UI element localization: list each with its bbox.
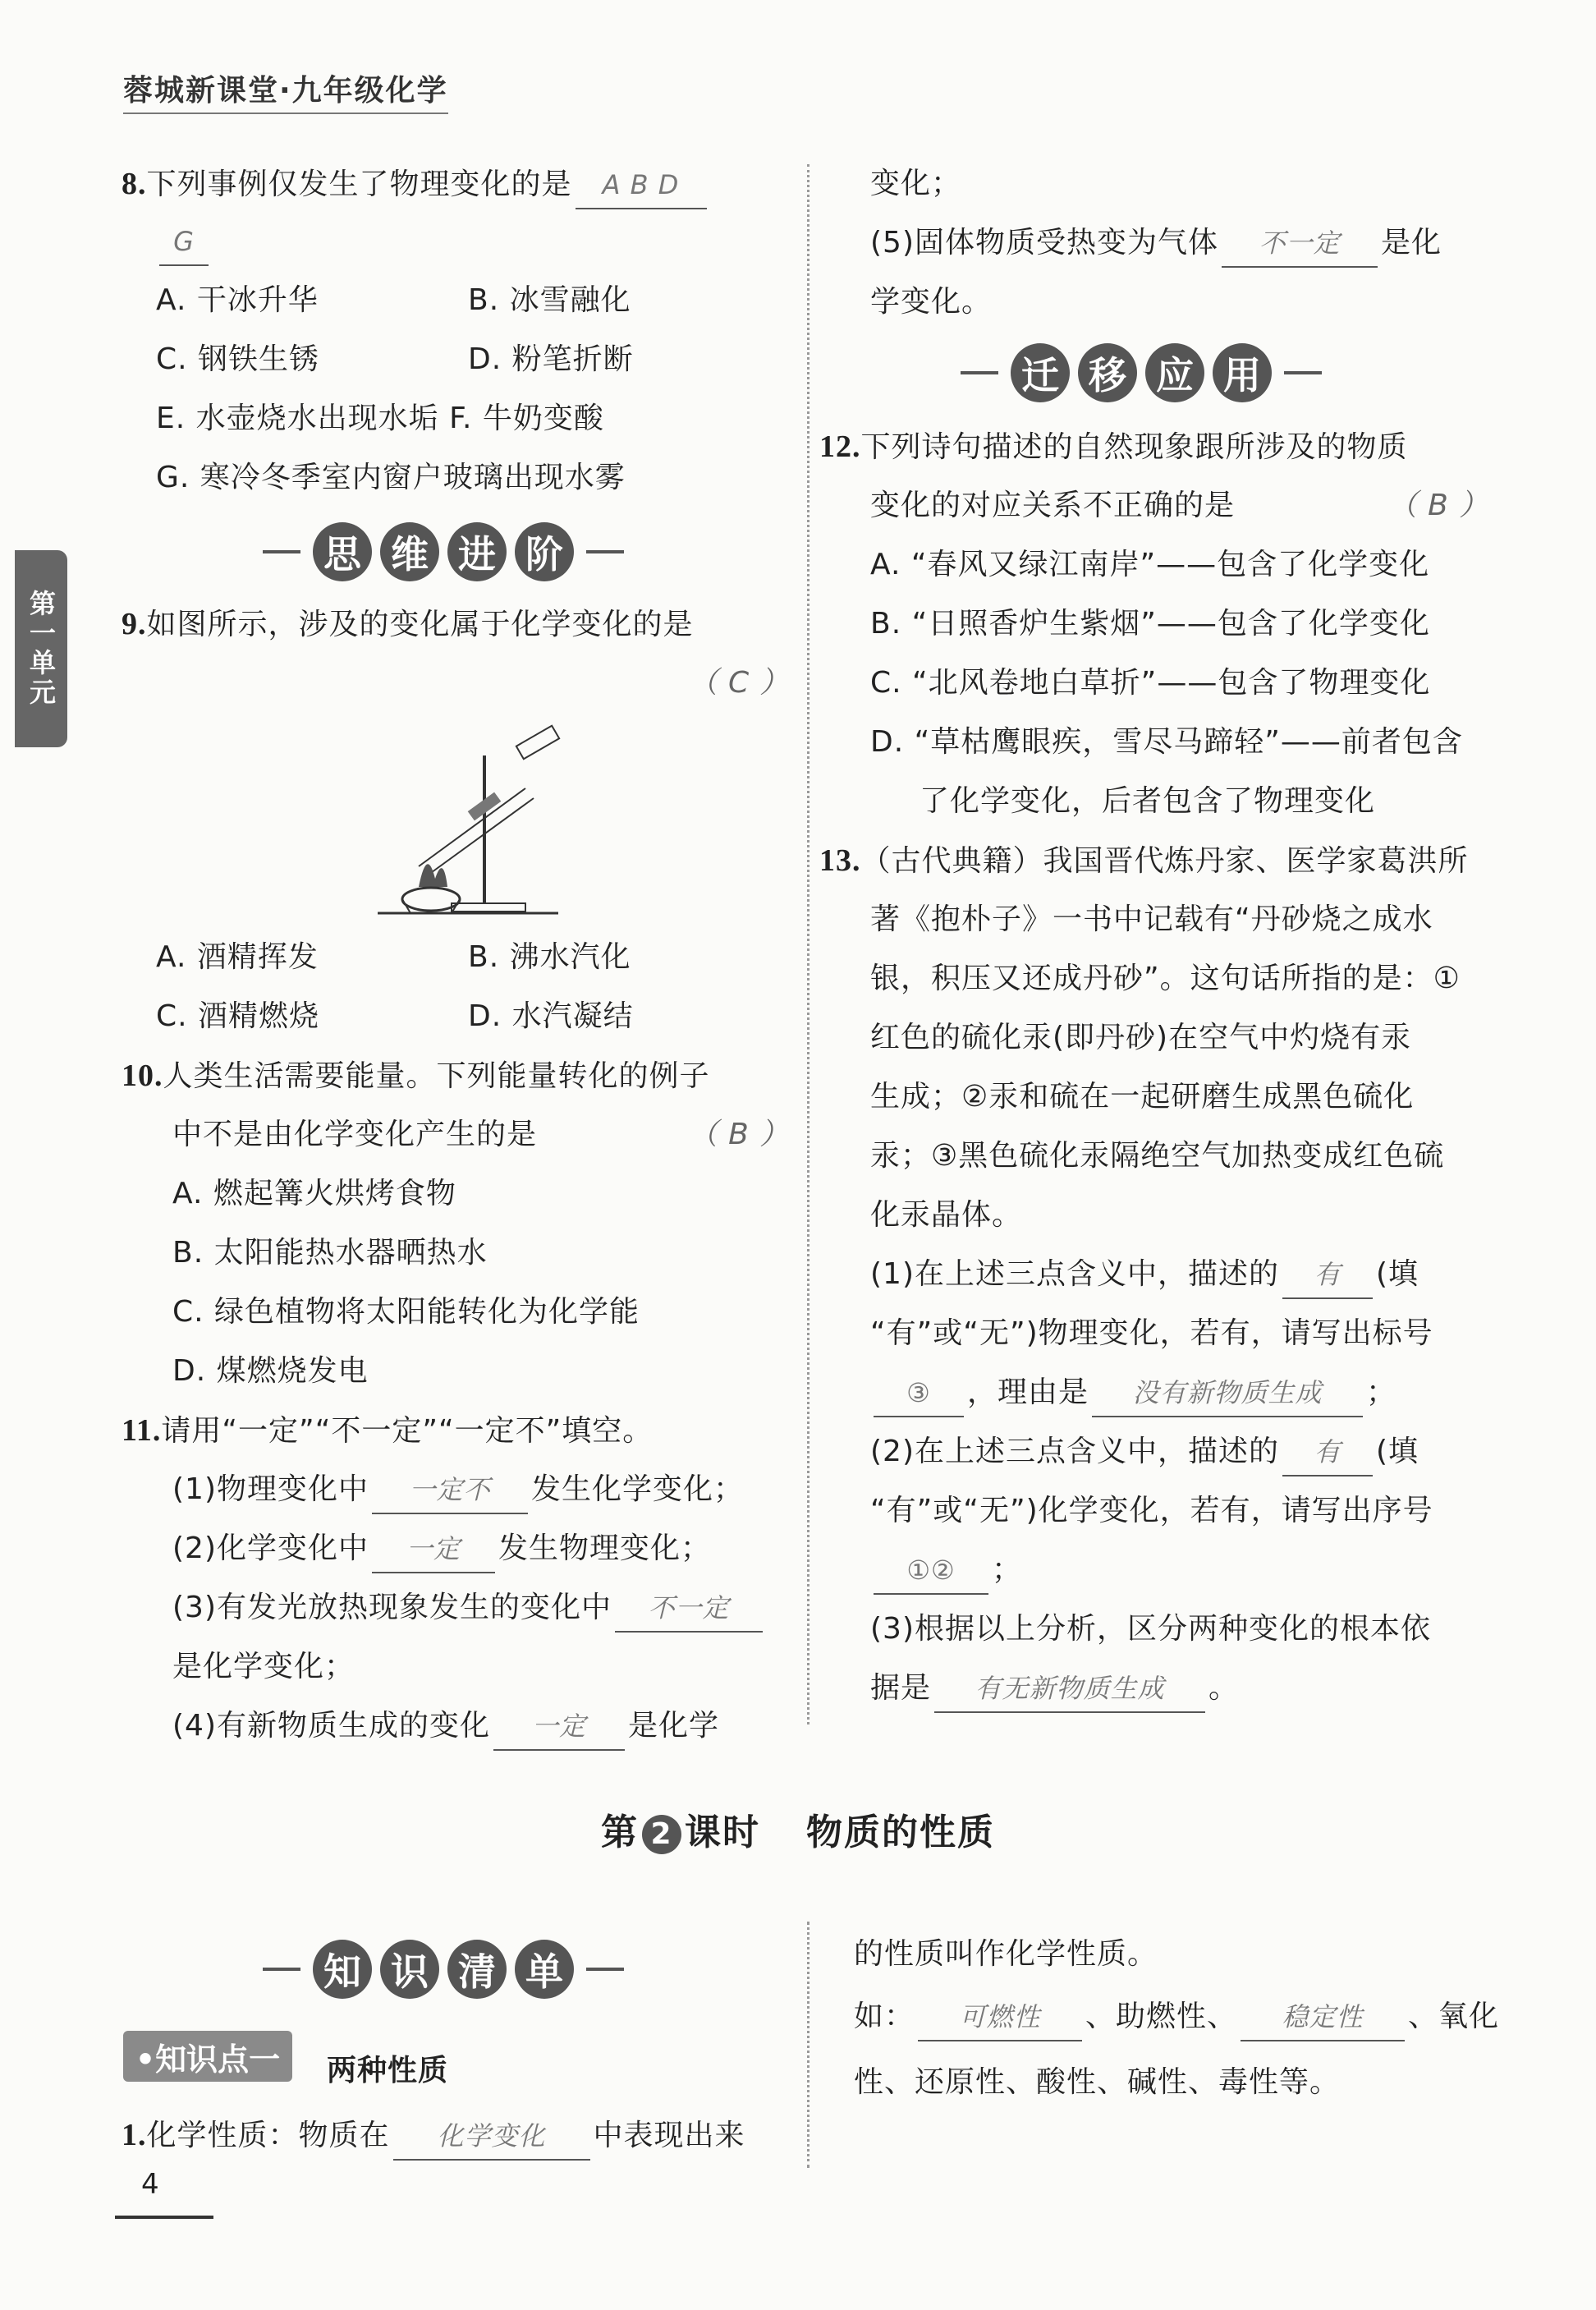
q13-sub-3-line-1: (3)根据以上分析，区分两种变化的根本依 xyxy=(870,1612,1431,1646)
book-header-title: 蓉城新课堂·九年级化学 xyxy=(123,67,448,114)
q11-answer-5: 不一定 xyxy=(1222,220,1378,268)
q13-sub-1-answer: 有 xyxy=(1282,1251,1373,1299)
q12-option-d-1: D. “草枯鹰眼疾，雪尽马蹄轻”——前者包含 xyxy=(870,725,1463,759)
q10-answer: B xyxy=(728,1118,750,1151)
banner-char: 维 xyxy=(380,522,439,581)
q13-sub-2-answer-number: ①② xyxy=(874,1547,988,1595)
q8-option-a: A. 干冰升华 xyxy=(156,283,319,317)
banner-qianyi-yingyong xyxy=(952,340,1330,406)
q13-number: 13. xyxy=(819,843,861,878)
q10-answer-paren: （ B ） xyxy=(688,1105,790,1164)
q13-sub-2-answer: 有 xyxy=(1282,1429,1373,1476)
banner-char: 阶 xyxy=(515,522,574,581)
q13-line-6: 汞；③黑色硫化汞隔绝空气加热变成红色硫 xyxy=(870,1139,1445,1173)
q13-sub-1-answer-number: ③ xyxy=(874,1370,964,1417)
q10-option-b: B. 太阳能热水器晒热水 xyxy=(172,1236,488,1270)
q10-stem-2: 中不是由化学变化产生的是 xyxy=(172,1118,538,1151)
q11-part-3: (3)有发光放热现象发生的变化中 不一定 xyxy=(172,1578,766,1637)
q13-line-4: 红色的硫化汞(即丹砂)在空气中灼烧有汞 xyxy=(870,1021,1412,1054)
q8-answer-blank-1: A B D xyxy=(576,162,707,209)
knowledge-q1-line-2: 的性质叫作化学性质。 xyxy=(854,1937,1158,1971)
q8-number: 8. xyxy=(122,167,147,201)
q10-option-c: C. 绿色植物将太阳能转化为化学能 xyxy=(172,1295,640,1329)
q11-stem-line xyxy=(122,1401,653,1461)
q9-stem: 如图所示，涉及的变化属于化学变化的是 xyxy=(146,608,694,641)
q13-sub-2-line-2: “有”或“无”)化学变化，若有，请写出序号 xyxy=(870,1494,1433,1527)
q11-answer-2: 一定 xyxy=(372,1526,495,1573)
q8-stem-line xyxy=(122,154,710,214)
q11-number: 11. xyxy=(122,1413,162,1448)
q11-part-5: (5)固体物质受热变为气体 不一定 是化 xyxy=(870,214,1442,273)
q13-line-2: 著《抱朴子》一书中记载有“丹砂烧之成水 xyxy=(870,902,1433,936)
q13-sub-3-line-2: 据是 有无新物质生成 。 xyxy=(870,1659,1239,1718)
q11-answer-4: 一定 xyxy=(493,1703,625,1751)
q9-answer-paren: （ C ） xyxy=(688,654,790,713)
banner-line xyxy=(961,371,998,374)
q12-option-d-2: 了化学变化，后者包含了物理变化 xyxy=(920,784,1376,818)
banner-char: 单 xyxy=(515,1940,574,1999)
q12-number: 12. xyxy=(819,429,861,464)
banner-char: 进 xyxy=(447,522,507,581)
q11-part-4-cont: 变化； xyxy=(870,167,962,200)
q12-option-c: C. “北风卷地白草折”——包含了物理变化 xyxy=(870,666,1431,700)
q12-stem-line-2 xyxy=(870,476,1235,535)
banner-line xyxy=(1284,371,1322,374)
knowledge-q1-number: 1. xyxy=(122,2118,147,2152)
q9-option-b: B. 沸水汽化 xyxy=(468,940,631,974)
q8-option-d: D. 粉笔折断 xyxy=(468,342,634,376)
q10-stem-line-1 xyxy=(122,1046,710,1106)
q10-option-a: A. 燃起篝火烘烤食物 xyxy=(172,1177,456,1210)
q12-stem-2: 变化的对应关系不正确的是 xyxy=(870,489,1236,522)
q13-line-3: 银，积压又还成丹砂”。这句话所指的是：① xyxy=(870,962,1461,995)
q11-part-2: (2)化学变化中 一定 发生物理变化； xyxy=(172,1519,711,1578)
q12-option-b: B. “日照香炉生紫烟”——包含了化学变化 xyxy=(870,607,1430,641)
knowledge-q1-line-1: 1.化学性质：物质在 化学变化 中表现出来 xyxy=(122,2106,745,2165)
q13-sub-1-line-2: “有”或“无”)物理变化，若有，请写出标号 xyxy=(870,1316,1433,1350)
banner-line xyxy=(586,1968,624,1971)
q9-stem-line xyxy=(122,595,694,654)
q11-answer-1: 一定不 xyxy=(372,1467,528,1514)
q8-option-b: B. 冰雪融化 xyxy=(468,283,631,317)
knowledge-q1-example-answer-1: 可燃性 xyxy=(918,1994,1082,2041)
q11-stem: 请用“一定”“不一定”“一定不”填空。 xyxy=(161,1414,654,1448)
lesson-number: 2 xyxy=(642,1815,681,1854)
q12-stem-line-1 xyxy=(819,417,1408,477)
q13-sub-3-answer: 有无新物质生成 xyxy=(934,1665,1205,1713)
knowledge-point-badge: •知识点一 xyxy=(123,2031,292,2082)
q13-sub-1-line-3: ③ ，理由是 没有新物质生成 ； xyxy=(870,1363,1396,1422)
q13-line-5: 生成；②汞和硫在一起研磨生成黑色硫化 xyxy=(870,1080,1415,1114)
q11-part-3-cont: 是化学变化； xyxy=(172,1650,355,1683)
q12-stem-1: 下列诗句描述的自然现象跟所涉及的物质 xyxy=(860,430,1408,464)
q8-answer-line-2 xyxy=(156,212,212,271)
q11-part-1: (1)物理变化中 一定不 发生化学变化； xyxy=(172,1460,744,1519)
q13-sub-2-line-3: ①② ； xyxy=(870,1541,1022,1600)
unit-side-tab: 第一单元 xyxy=(15,550,67,747)
page-number: 4 xyxy=(141,2168,159,2201)
q9-option-d: D. 水汽凝结 xyxy=(468,999,634,1033)
banner-line xyxy=(586,550,624,553)
banner-zhishi-qingdan xyxy=(255,1936,632,2002)
q10-option-d: D. 煤燃烧发电 xyxy=(172,1354,369,1388)
q13-line-7: 化汞晶体。 xyxy=(870,1198,1023,1232)
q8-option-g: G. 寒冷冬季室内窗户玻璃出现水雾 xyxy=(156,461,626,494)
q9-answer: C xyxy=(727,666,750,700)
q8-stem: 下列事例仅发生了物理变化的是 xyxy=(146,168,572,201)
column-divider xyxy=(807,164,809,1724)
q8-answer-blank-2: G xyxy=(159,218,209,266)
banner-char: 清 xyxy=(447,1940,507,1999)
q10-stem-1: 人类生活需要能量。下列能量转化的例子 xyxy=(163,1059,710,1093)
knowledge-q1-line-4: 性、还原性、酸性、碱性、毒性等。 xyxy=(854,2065,1341,2099)
q11-part-5-cont: 学变化。 xyxy=(870,285,993,319)
q12-option-a: A. “春风又绿江南岸”——包含了化学变化 xyxy=(870,548,1430,581)
q11-answer-3: 不一定 xyxy=(615,1585,763,1633)
banner-siwei-jinjie xyxy=(255,519,632,585)
banner-char: 思 xyxy=(313,522,372,581)
q13-sub-1-answer-reason: 没有新物质生成 xyxy=(1092,1370,1363,1417)
banner-line xyxy=(263,1968,300,1971)
banner-char: 知 xyxy=(313,1940,372,1999)
q11-part-4: (4)有新物质生成的变化 一定 是化学 xyxy=(172,1697,719,1756)
q13-sub-2-line-1: (2)在上述三点含义中，描述的 有 (填 xyxy=(870,1422,1419,1481)
lesson-title: 第 2 课时 物质的性质 xyxy=(601,1812,995,1853)
page-number-underline xyxy=(115,2216,213,2219)
q9-option-c: C. 酒精燃烧 xyxy=(156,999,320,1033)
column-divider-bottom xyxy=(807,1922,809,2168)
lesson-topic: 物质的性质 xyxy=(806,1812,995,1853)
q9-number: 9. xyxy=(122,607,147,641)
banner-line xyxy=(263,550,300,553)
banner-char: 应 xyxy=(1145,343,1204,402)
banner-char: 迁 xyxy=(1011,343,1070,402)
q10-stem-line-2 xyxy=(172,1105,537,1164)
q12-answer-paren: （ B ） xyxy=(1387,476,1489,535)
q9-option-a: A. 酒精挥发 xyxy=(156,940,319,974)
knowledge-point-title: 两种性质 xyxy=(327,2054,449,2087)
knowledge-q1-example-answer-2: 稳定性 xyxy=(1241,1994,1405,2041)
q13-line-1: 13.（古代典籍）我国晋代炼丹家、医学家葛洪所 xyxy=(819,843,1469,878)
banner-char: 移 xyxy=(1078,343,1137,402)
knowledge-q1-answer: 化学变化 xyxy=(393,2113,590,2161)
q12-answer: B xyxy=(1428,489,1449,522)
knowledge-q1-line-3: 如： 可燃性 、助燃性、 稳定性 、氧化 xyxy=(854,1987,1499,2046)
q10-number: 10. xyxy=(122,1059,163,1093)
q9-apparatus-illustration xyxy=(369,723,566,920)
q8-option-c: C. 钢铁生锈 xyxy=(156,342,320,376)
banner-char: 识 xyxy=(380,1940,439,1999)
banner-char: 用 xyxy=(1213,343,1272,402)
q13-sub-1-line-1: (1)在上述三点含义中，描述的 有 (填 xyxy=(870,1245,1419,1304)
q8-option-ef: E. 水壶烧水出现水垢 F. 牛奶变酸 xyxy=(156,402,604,435)
